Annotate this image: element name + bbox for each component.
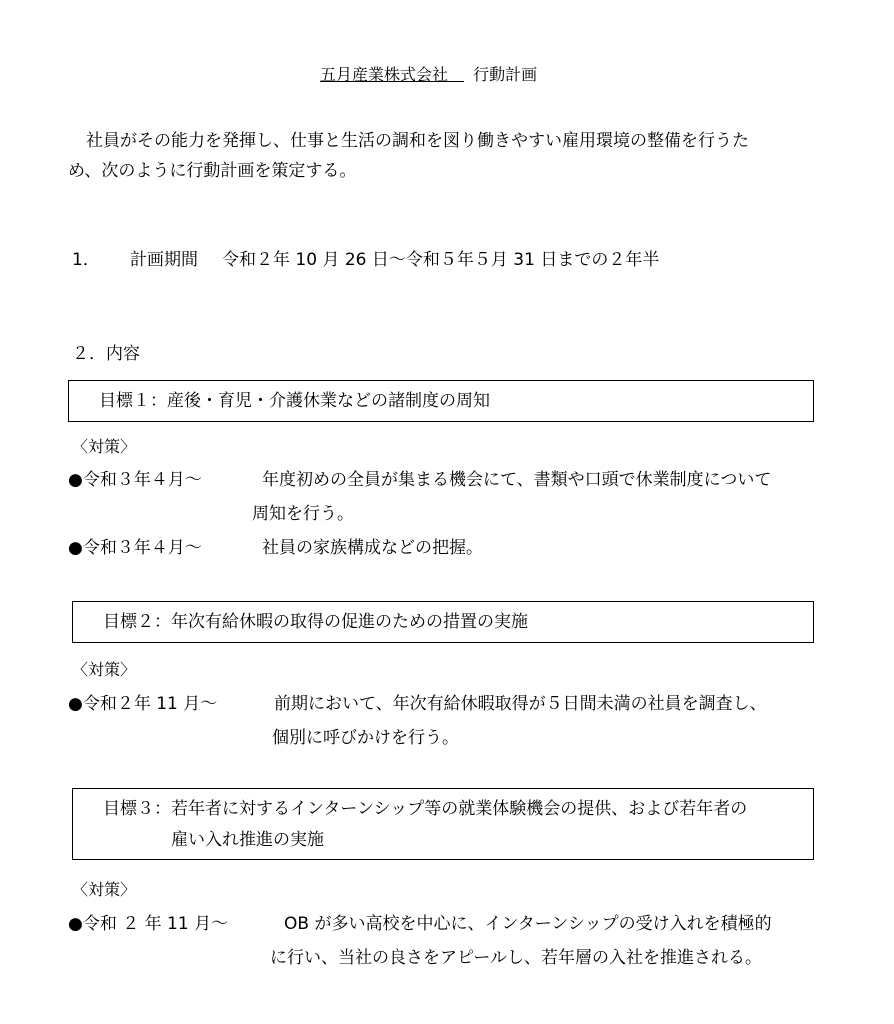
section1-number: 1． [72,250,100,270]
title-main: 行動計画 [473,65,538,84]
title-company: 五月産業株式会社 [320,65,449,84]
goal-3-item-1-line-2: に行い、当社の良さをアピールし、若年層の入社を推進される。 [270,948,762,968]
goal-3-label-line-2: 雇い入れ推進の実施 [171,830,324,850]
title-gap [448,65,464,84]
goal-3-measures-heading: 〈対策〉 [72,880,137,899]
goal-3-label-line-1: 目標３：若年者に対するインターンシップ等の就業体験機会の提供、および若年者の [103,799,748,819]
goal-1-item-2-line-1: 社員の家族構成などの把握。 [262,538,483,558]
goal-2-item-1-line-2: 個別に呼びかけを行う。 [272,728,459,748]
goal-1-item-1-line-2: 周知を行う。 [252,504,354,524]
goal-2-label: 目標２：年次有給休暇の取得の促進のための措置の実施 [103,612,528,632]
section2-heading: ２．内容 [72,344,140,364]
goal-2-measures-heading: 〈対策〉 [72,660,137,679]
document-title [320,67,537,83]
goal-1-measures-heading: 〈対策〉 [72,437,137,456]
intro-line-2: め、次のように行動計画を策定する。 [68,161,357,181]
goal-1-item-1-date: ●令和３年４月～ [68,470,202,490]
intro-paragraph [68,126,828,186]
goal-1-label: 目標１：産後・育児・介護休業などの諸制度の周知 [99,391,490,411]
intro-line-1: 社員がその能力を発揮し、仕事と生活の調和を図り働きやすい雇用環境の整備を行うた [86,131,749,151]
goal-3-item-1-line-1: OB が多い高校を中心に、インターンシップの受け入れを積極的 [284,914,772,934]
goal-2-item-1-date: ●令和２年 11 月～ [68,694,218,714]
section1-label: 計画期間 [130,250,198,270]
goal-2-item-1-line-1: 前期において、年次有給休暇取得が５日間未満の社員を調査し、 [274,694,767,714]
goal-1-box [68,380,814,422]
goal-3-box [72,788,814,860]
section1-value: 令和２年 10 月 26 日～令和５年５月 31 日までの２年半 [222,250,660,270]
goal-2-box [72,601,814,643]
goal-3-item-1-date: ●令和 ２ 年 11 月～ [68,914,229,934]
goal-1-item-1-line-1: 年度初めの全員が集まる機会にて、書類や口頭で休業制度について [262,470,772,490]
goal-1-item-2-date: ●令和３年４月～ [68,538,202,558]
